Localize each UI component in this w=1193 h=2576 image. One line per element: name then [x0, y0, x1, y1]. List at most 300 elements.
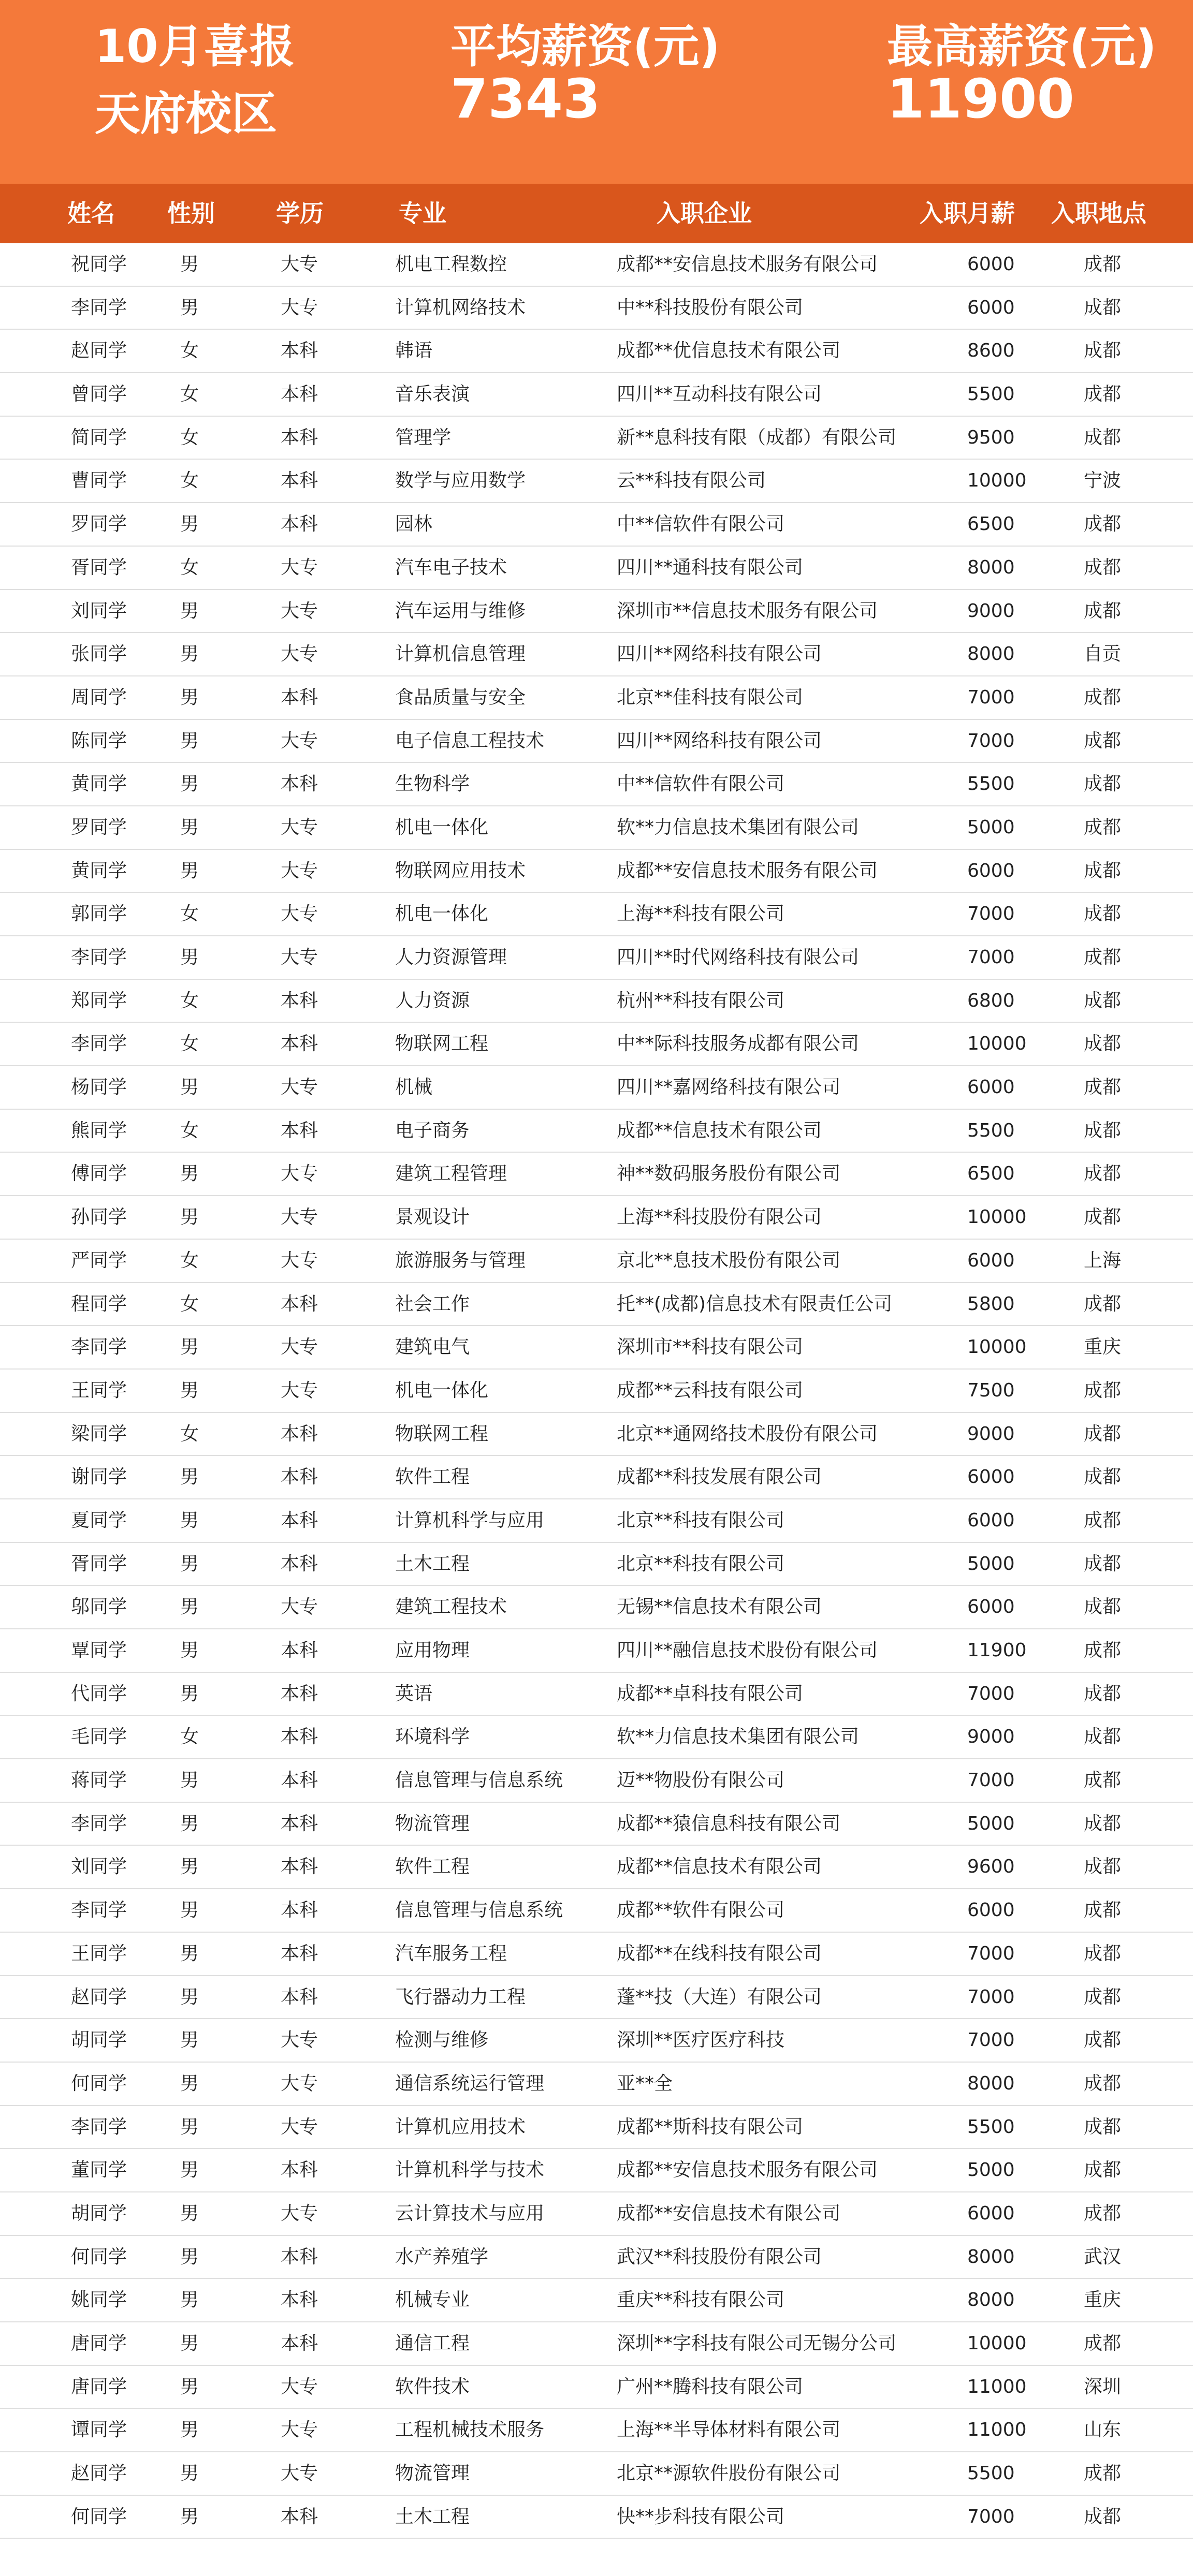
employer-name: 新**息科技有限（成都）有限公司 — [617, 426, 897, 448]
monthly-salary: 6500 — [967, 1163, 1015, 1185]
student-gender: 男 — [180, 600, 199, 622]
student-education: 大专 — [281, 254, 318, 275]
student-name: 程同学 — [71, 1293, 127, 1315]
work-location: 成都 — [1084, 1640, 1122, 1661]
monthly-salary: 7500 — [967, 1379, 1015, 1401]
student-major: 通信工程 — [395, 2333, 470, 2354]
student-name: 李同学 — [71, 1900, 127, 1921]
table-row — [0, 1023, 1193, 1066]
employer-name: 成都**猿信息科技有限公司 — [617, 1813, 841, 1834]
student-education: 大专 — [281, 903, 318, 925]
student-name: 罗同学 — [71, 513, 127, 535]
student-name: 祝同学 — [71, 254, 127, 275]
work-location: 成都 — [1084, 1466, 1122, 1488]
monthly-salary: 5800 — [967, 1293, 1015, 1315]
student-major: 水产养殖学 — [395, 2246, 489, 2268]
table-row — [0, 2496, 1193, 2539]
student-name: 何同学 — [71, 2246, 127, 2268]
table-row — [0, 2149, 1193, 2192]
student-major: 管理学 — [395, 426, 452, 448]
table-row — [0, 2279, 1193, 2322]
monthly-salary: 8000 — [967, 2246, 1015, 2268]
student-major: 人力资源 — [395, 990, 470, 1011]
student-gender: 男 — [180, 686, 199, 708]
monthly-salary: 5500 — [967, 773, 1015, 795]
monthly-salary: 5500 — [967, 2116, 1015, 2138]
table-row — [0, 893, 1193, 936]
work-location: 重庆 — [1084, 1336, 1122, 1358]
work-location: 成都 — [1084, 2116, 1122, 2138]
student-major: 物流管理 — [395, 2463, 470, 2484]
student-education: 大专 — [281, 1596, 318, 1618]
table-row — [0, 1976, 1193, 2020]
student-gender: 男 — [180, 1553, 199, 1574]
work-location: 成都 — [1084, 903, 1122, 925]
table-row — [0, 2019, 1193, 2063]
student-education: 本科 — [281, 2246, 318, 2268]
student-name: 胡同学 — [71, 2029, 127, 2051]
student-education: 大专 — [281, 2463, 318, 2484]
student-education: 本科 — [281, 340, 318, 362]
employer-name: 四川**融信息技术股份有限公司 — [617, 1640, 878, 1661]
monthly-salary: 9500 — [967, 426, 1015, 448]
table-row — [0, 1759, 1193, 1803]
student-name: 邬同学 — [71, 1596, 127, 1618]
student-major: 景观设计 — [395, 1206, 470, 1228]
table-row — [0, 1499, 1193, 1543]
monthly-salary: 7000 — [967, 1683, 1015, 1704]
student-major: 物流管理 — [395, 1813, 470, 1834]
student-education: 本科 — [281, 470, 318, 492]
student-name: 胥同学 — [71, 556, 127, 578]
column-header-name: 姓名 — [67, 199, 115, 227]
student-major: 电子商务 — [395, 1120, 470, 1141]
table-row — [0, 1413, 1193, 1456]
employer-name: 中**信软件有限公司 — [617, 773, 785, 795]
work-location: 成都 — [1084, 773, 1122, 795]
student-major: 检测与维修 — [395, 2029, 489, 2051]
table-row — [0, 1456, 1193, 1499]
table-row — [0, 2409, 1193, 2452]
table-row — [0, 806, 1193, 850]
student-education: 大专 — [281, 1077, 318, 1098]
monthly-salary: 5000 — [967, 1553, 1015, 1574]
student-education: 本科 — [281, 1770, 318, 1791]
monthly-salary: 6000 — [967, 254, 1015, 275]
employer-name: 深圳市**信息技术服务有限公司 — [617, 600, 878, 622]
student-major: 园林 — [395, 513, 433, 535]
work-location: 重庆 — [1084, 2289, 1122, 2311]
student-gender: 男 — [180, 860, 199, 881]
employer-name: 成都**安信息技术服务有限公司 — [617, 2159, 878, 2181]
monthly-salary: 6000 — [967, 1509, 1015, 1531]
student-gender: 男 — [180, 2202, 199, 2224]
table-row — [0, 980, 1193, 1023]
monthly-salary: 6000 — [967, 1900, 1015, 1921]
monthly-salary: 9000 — [967, 600, 1015, 622]
student-name: 蒋同学 — [71, 1770, 127, 1791]
table-row — [0, 2366, 1193, 2409]
student-education: 大专 — [281, 1336, 318, 1358]
work-location: 成都 — [1084, 2072, 1122, 2094]
student-major: 通信系统运行管理 — [395, 2072, 545, 2094]
monthly-salary: 6000 — [967, 1077, 1015, 1098]
student-education: 本科 — [281, 2289, 318, 2311]
employer-name: 成都**安信息技术有限公司 — [617, 2202, 841, 2224]
monthly-salary: 5000 — [967, 2159, 1015, 2181]
student-gender: 女 — [180, 1423, 199, 1445]
monthly-salary: 11000 — [967, 2419, 1027, 2441]
employer-name: 四川**通科技有限公司 — [617, 556, 804, 578]
student-name: 罗同学 — [71, 816, 127, 838]
student-gender: 男 — [180, 2376, 199, 2397]
student-gender: 男 — [180, 2072, 199, 2094]
monthly-salary: 8000 — [967, 2289, 1015, 2311]
work-location: 成都 — [1084, 384, 1122, 405]
report-header — [0, 0, 1193, 184]
student-name: 郑同学 — [71, 990, 127, 1011]
table-row — [0, 1196, 1193, 1240]
employer-name: 成都**在线科技有限公司 — [617, 1942, 822, 1964]
work-location: 成都 — [1084, 297, 1122, 318]
work-location: 成都 — [1084, 340, 1122, 362]
monthly-salary: 7000 — [967, 947, 1015, 968]
table-row — [0, 1933, 1193, 1976]
student-name: 李同学 — [71, 297, 127, 318]
student-gender: 男 — [180, 1077, 199, 1098]
student-major: 建筑工程管理 — [395, 1163, 507, 1185]
student-gender: 女 — [180, 990, 199, 1011]
student-major: 计算机科学与应用 — [395, 1509, 545, 1531]
employer-name: 成都**云科技有限公司 — [617, 1379, 804, 1401]
monthly-salary: 7000 — [967, 2029, 1015, 2051]
student-name: 周同学 — [71, 686, 127, 708]
student-name: 杨同学 — [71, 1077, 127, 1098]
table-row — [0, 1153, 1193, 1196]
student-gender: 男 — [180, 1163, 199, 1185]
student-name: 曾同学 — [71, 384, 127, 405]
table-row — [0, 1629, 1193, 1673]
work-location: 成都 — [1084, 1423, 1122, 1445]
student-gender: 男 — [180, 2419, 199, 2441]
employer-name: 深圳市**科技有限公司 — [617, 1336, 804, 1358]
monthly-salary: 7000 — [967, 1770, 1015, 1791]
student-major: 人力资源管理 — [395, 947, 507, 968]
student-major: 云计算技术与应用 — [395, 2202, 545, 2224]
student-major: 物联网工程 — [395, 1423, 489, 1445]
employer-name: 上海**科技股份有限公司 — [617, 1206, 822, 1228]
student-major: 软件工程 — [395, 1856, 470, 1878]
student-gender: 男 — [180, 1466, 199, 1488]
student-gender: 男 — [180, 1856, 199, 1878]
employer-name: 深圳**医疗医疗科技 — [617, 2029, 785, 2051]
employer-name: 广州**腾科技有限公司 — [617, 2376, 804, 2397]
student-gender: 女 — [180, 903, 199, 925]
table-row — [0, 1803, 1193, 1846]
student-name: 董同学 — [71, 2159, 127, 2181]
student-major: 飞行器动力工程 — [395, 1986, 526, 2008]
employer-name: 云**科技有限公司 — [617, 470, 766, 492]
monthly-salary: 9600 — [967, 1856, 1015, 1878]
student-education: 本科 — [281, 1856, 318, 1878]
student-gender: 男 — [180, 2029, 199, 2051]
student-education: 本科 — [281, 1120, 318, 1141]
student-name: 胡同学 — [71, 2202, 127, 2224]
student-gender: 男 — [180, 816, 199, 838]
work-location: 成都 — [1084, 1077, 1122, 1098]
student-education: 本科 — [281, 1726, 318, 1748]
monthly-salary: 7000 — [967, 686, 1015, 708]
column-header-company: 入职企业 — [657, 199, 752, 227]
student-name: 李同学 — [71, 1033, 127, 1055]
table-row — [0, 1716, 1193, 1759]
work-location: 成都 — [1084, 730, 1122, 752]
student-major: 汽车运用与维修 — [395, 600, 526, 622]
work-location: 成都 — [1084, 1900, 1122, 1921]
student-gender: 男 — [180, 1683, 199, 1704]
work-location: 成都 — [1084, 816, 1122, 838]
student-education: 本科 — [281, 686, 318, 708]
table-header — [0, 184, 1193, 243]
employer-name: 迈**物股份有限公司 — [617, 1770, 785, 1791]
table-row — [0, 1586, 1193, 1629]
student-education: 本科 — [281, 1683, 318, 1704]
student-name: 傅同学 — [71, 1163, 127, 1185]
student-major: 信息管理与信息系统 — [395, 1770, 563, 1791]
student-name: 李同学 — [71, 1813, 127, 1834]
student-gender: 女 — [180, 470, 199, 492]
student-name: 赵同学 — [71, 340, 127, 362]
monthly-salary: 6500 — [967, 513, 1015, 535]
employer-name: 成都**卓科技有限公司 — [617, 1683, 804, 1704]
student-major: 机械 — [395, 1077, 433, 1098]
monthly-salary: 9000 — [967, 1423, 1015, 1445]
student-major: 计算机网络技术 — [395, 297, 526, 318]
employer-name: 四川**嘉网络科技有限公司 — [617, 1077, 841, 1098]
student-name: 何同学 — [71, 2506, 127, 2527]
table-row — [0, 547, 1193, 590]
employer-name: 京北**息技术股份有限公司 — [617, 1249, 841, 1271]
monthly-salary: 5000 — [967, 1813, 1015, 1834]
average-salary-label: 平均薪资(元) — [450, 20, 720, 73]
student-gender: 男 — [180, 1206, 199, 1228]
work-location: 成都 — [1084, 1163, 1122, 1185]
employer-name: 无锡**信息技术有限公司 — [617, 1596, 822, 1618]
table-row — [0, 1110, 1193, 1153]
monthly-salary: 6000 — [967, 860, 1015, 881]
table-row — [0, 503, 1193, 547]
max-salary-label: 最高薪资(元) — [887, 20, 1157, 73]
monthly-salary: 6000 — [967, 1249, 1015, 1271]
work-location: 成都 — [1084, 860, 1122, 881]
work-location: 成都 — [1084, 1726, 1122, 1748]
student-gender: 男 — [180, 513, 199, 535]
student-major: 建筑工程技术 — [395, 1596, 507, 1618]
work-location: 成都 — [1084, 600, 1122, 622]
work-location: 成都 — [1084, 686, 1122, 708]
student-major: 工程机械技术服务 — [395, 2419, 545, 2441]
work-location: 成都 — [1084, 1986, 1122, 2008]
student-major: 食品质量与安全 — [395, 686, 526, 708]
column-header-major: 专业 — [399, 199, 446, 227]
student-gender: 女 — [180, 1726, 199, 1748]
student-name: 黄同学 — [71, 860, 127, 881]
table-row — [0, 373, 1193, 417]
student-gender: 女 — [180, 1120, 199, 1141]
student-gender: 女 — [180, 1033, 199, 1055]
work-location: 成都 — [1084, 1942, 1122, 1964]
table-row — [0, 2322, 1193, 2366]
student-education: 大专 — [281, 1249, 318, 1271]
student-name: 孙同学 — [71, 1206, 127, 1228]
employer-name: 亚**全 — [617, 2072, 673, 2094]
student-major: 生物科学 — [395, 773, 470, 795]
student-gender: 男 — [180, 297, 199, 318]
student-education: 大专 — [281, 2376, 318, 2397]
student-major: 应用物理 — [395, 1640, 470, 1661]
work-location: 成都 — [1084, 556, 1122, 578]
student-gender: 男 — [180, 643, 199, 665]
table-row — [0, 417, 1193, 460]
table-row — [0, 1889, 1193, 1933]
column-header-gender: 性别 — [167, 199, 215, 227]
monthly-salary: 6000 — [967, 2202, 1015, 2224]
student-education: 本科 — [281, 384, 318, 405]
table-row — [0, 2236, 1193, 2279]
employer-name: 软**力信息技术集团有限公司 — [617, 816, 860, 838]
table-row — [0, 1846, 1193, 1889]
employer-name: 北京**源软件股份有限公司 — [617, 2463, 841, 2484]
table-row — [0, 763, 1193, 806]
student-name: 代同学 — [71, 1683, 127, 1704]
student-major: 计算机科学与技术 — [395, 2159, 545, 2181]
student-gender: 男 — [180, 2333, 199, 2354]
student-gender: 男 — [180, 2159, 199, 2181]
student-major: 计算机应用技术 — [395, 2116, 526, 2138]
student-education: 本科 — [281, 1942, 318, 1964]
student-education: 本科 — [281, 426, 318, 448]
table-row — [0, 2192, 1193, 2236]
monthly-salary: 6000 — [967, 297, 1015, 318]
student-name: 谭同学 — [71, 2419, 127, 2441]
report-title: 10月喜报 — [95, 20, 295, 73]
student-education: 本科 — [281, 1423, 318, 1445]
table-row — [0, 633, 1193, 676]
employer-name: 杭州**科技有限公司 — [617, 990, 785, 1011]
student-name: 黄同学 — [71, 773, 127, 795]
student-name: 李同学 — [71, 2116, 127, 2138]
student-name: 夏同学 — [71, 1509, 127, 1531]
student-name: 赵同学 — [71, 2463, 127, 2484]
student-gender: 男 — [180, 947, 199, 968]
monthly-salary: 6000 — [967, 1596, 1015, 1618]
employer-name: 成都**科技发展有限公司 — [617, 1466, 822, 1488]
monthly-salary: 7000 — [967, 2506, 1015, 2527]
monthly-salary: 8000 — [967, 643, 1015, 665]
student-major: 机械专业 — [395, 2289, 470, 2311]
average-salary-value: 7343 — [450, 67, 601, 130]
student-name: 姚同学 — [71, 2289, 127, 2311]
student-education: 本科 — [281, 2159, 318, 2181]
table-row — [0, 590, 1193, 634]
student-gender: 男 — [180, 2289, 199, 2311]
employer-name: 蓬**技（大连）有限公司 — [617, 1986, 822, 2008]
student-gender: 男 — [180, 1770, 199, 1791]
table-row — [0, 1066, 1193, 1110]
student-name: 李同学 — [71, 947, 127, 968]
employer-name: 北京**通网络技术股份有限公司 — [617, 1423, 878, 1445]
table-row — [0, 1326, 1193, 1370]
monthly-salary: 5000 — [967, 816, 1015, 838]
work-location: 成都 — [1084, 1293, 1122, 1315]
table-row — [0, 2452, 1193, 2496]
student-major: 物联网应用技术 — [395, 860, 526, 881]
student-name: 李同学 — [71, 1336, 127, 1358]
student-name: 唐同学 — [71, 2376, 127, 2397]
student-major: 环境科学 — [395, 1726, 470, 1748]
monthly-salary: 10000 — [967, 1206, 1027, 1228]
student-gender: 女 — [180, 1293, 199, 1315]
employment-table — [0, 243, 1193, 2539]
student-education: 大专 — [281, 730, 318, 752]
student-major: 韩语 — [395, 340, 433, 362]
student-name: 赵同学 — [71, 1986, 127, 2008]
student-gender: 男 — [180, 1900, 199, 1921]
work-location: 成都 — [1084, 947, 1122, 968]
student-major: 英语 — [395, 1683, 433, 1704]
student-education: 本科 — [281, 1813, 318, 1834]
student-education: 本科 — [281, 1900, 318, 1921]
table-row — [0, 1370, 1193, 1413]
student-major: 数学与应用数学 — [395, 470, 526, 492]
student-education: 本科 — [281, 1640, 318, 1661]
monthly-salary: 10000 — [967, 470, 1027, 492]
work-location: 成都 — [1084, 1813, 1122, 1834]
employer-name: 深圳**字科技有限公司无锡分公司 — [617, 2333, 897, 2354]
monthly-salary: 8000 — [967, 556, 1015, 578]
student-name: 刘同学 — [71, 1856, 127, 1878]
column-header-education: 学历 — [276, 199, 324, 227]
table-row — [0, 676, 1193, 720]
table-row — [0, 287, 1193, 330]
student-education: 本科 — [281, 2333, 318, 2354]
work-location: 成都 — [1084, 2463, 1122, 2484]
work-location: 成都 — [1084, 1596, 1122, 1618]
student-name: 郭同学 — [71, 903, 127, 925]
work-location: 成都 — [1084, 513, 1122, 535]
student-major: 软件工程 — [395, 1466, 470, 1488]
table-row — [0, 720, 1193, 763]
student-major: 汽车服务工程 — [395, 1942, 507, 1964]
student-gender: 男 — [180, 1596, 199, 1618]
employer-name: 北京**科技有限公司 — [617, 1553, 785, 1574]
student-major: 信息管理与信息系统 — [395, 1900, 563, 1921]
student-gender: 女 — [180, 340, 199, 362]
monthly-salary: 10000 — [967, 1336, 1027, 1358]
student-education: 大专 — [281, 1379, 318, 1401]
student-major: 旅游服务与管理 — [395, 1249, 526, 1271]
table-row — [0, 1240, 1193, 1283]
student-gender: 女 — [180, 1249, 199, 1271]
table-row — [0, 2063, 1193, 2106]
work-location: 成都 — [1084, 1553, 1122, 1574]
work-location: 武汉 — [1084, 2246, 1122, 2268]
student-name: 覃同学 — [71, 1640, 127, 1661]
employer-name: 四川**互动科技有限公司 — [617, 384, 822, 405]
monthly-salary: 8000 — [967, 2072, 1015, 2094]
student-gender: 男 — [180, 2463, 199, 2484]
monthly-salary: 11000 — [967, 2376, 1027, 2397]
